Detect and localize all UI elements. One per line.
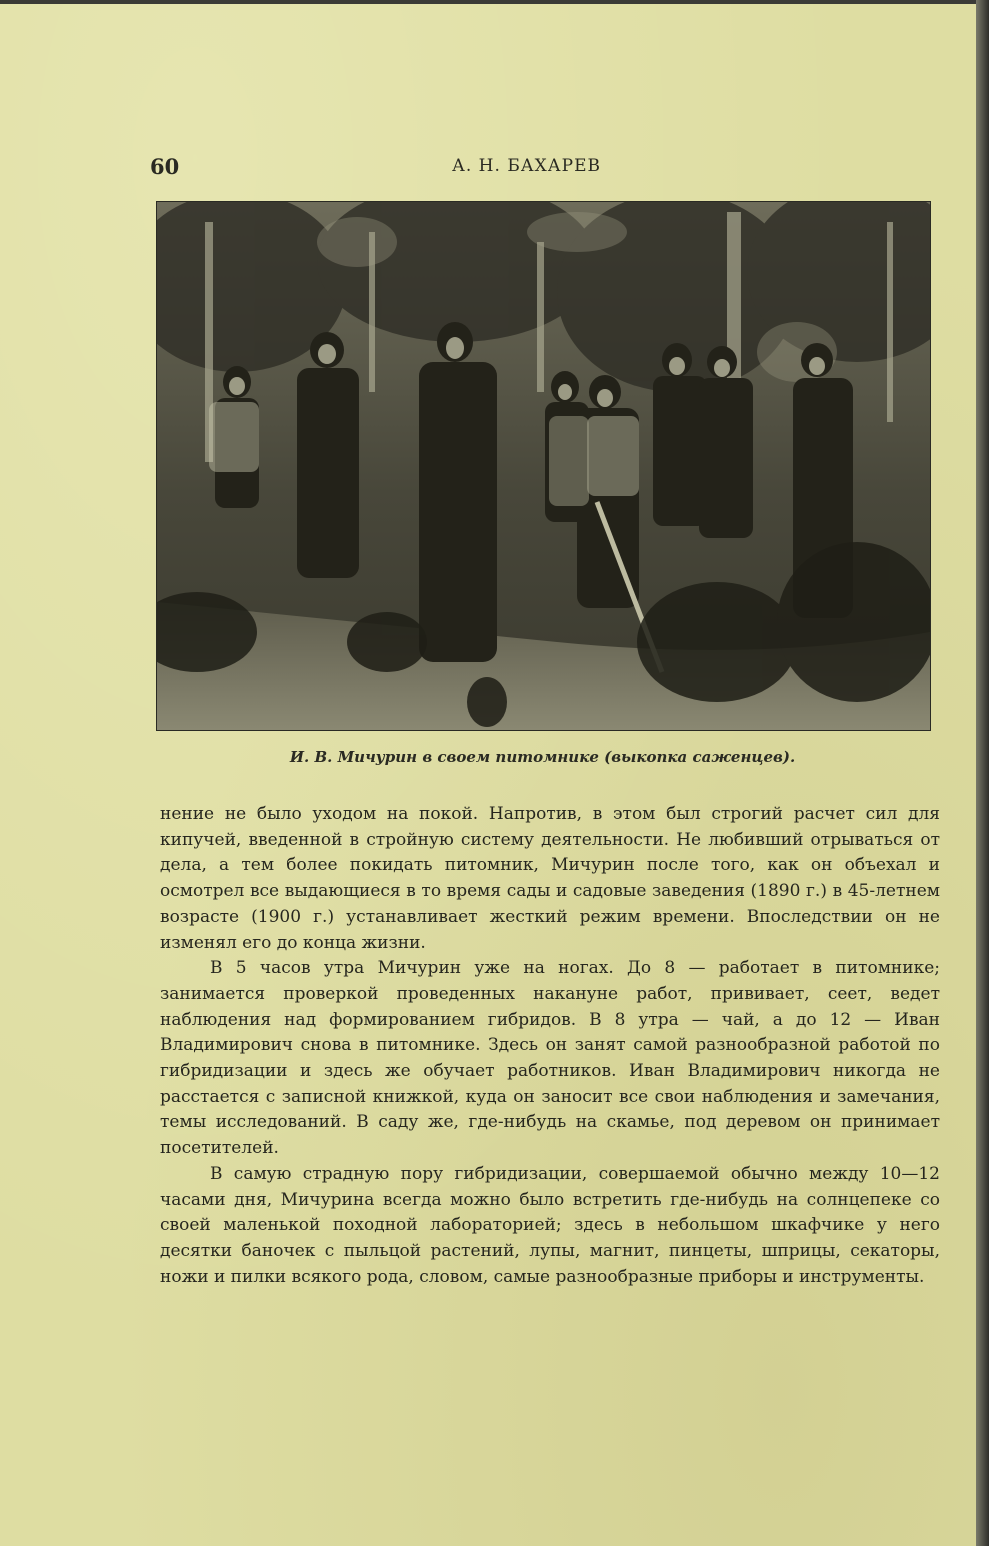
photograph-image	[157, 202, 930, 730]
body-text	[160, 802, 940, 1290]
paragraph: нение не было уходом на покой. Напротив, в этом был строгий расчет сил для кипучей, введенной в стройную систему деятельности. Не любивший отрываться от дела, а тем более покидать питомник, Мичурин после того, как он объехал и осмотрел все выдающиеся в то время сады и садовые заведения (1890 г.) в 45-летнем возрасте (1900 г.) устанавливает жесткий режим времени. Впоследствии он не изменял его до конца жизни.	[160, 804, 940, 953]
paragraph: В самую страдную пору гибридизации, совершаемой обычно между 10—12 часами дня, Мичурина всегда можно было встретить где-нибудь на солнцепеке со своей маленькой походной лабораторией; здесь в небольшом шкафчике у него десятки баночек с пыльцой растений, лупы, магнит, пинцеты, шприцы, секаторы, ножи и пилки всякого рода, словом, самые разнообразные приборы и инструменты.	[160, 1163, 940, 1287]
paragraph: В 5 часов утра Мичурин уже на ногах. До 8 — работает в питомнике; занимается проверкой проведенных накануне работ, прививает, сеет, ведет наблюдения над формированием гибридов. В 8 утра — чай, а до 12 — Иван Владимирович снова в питомнике. Здесь он занят самой разнообразной работой по гибридизации и здесь же обучает работников. Иван Владимирович никогда не расстается с записной книжкой, куда он заносит все свои наблюдения и замечания, темы исследований. В саду же, где-нибудь на скамье, под деревом он принимает посетителей.	[160, 958, 940, 1159]
running-header	[150, 154, 930, 184]
photograph	[156, 201, 931, 731]
scan-right-edge	[976, 0, 989, 1546]
figure-caption: И. В. Мичурин в своем питомнике (выкопка саженцев).	[289, 748, 796, 766]
running-title: А. Н. БАХАРЕВ	[452, 156, 601, 176]
page-number: 60	[150, 154, 180, 179]
